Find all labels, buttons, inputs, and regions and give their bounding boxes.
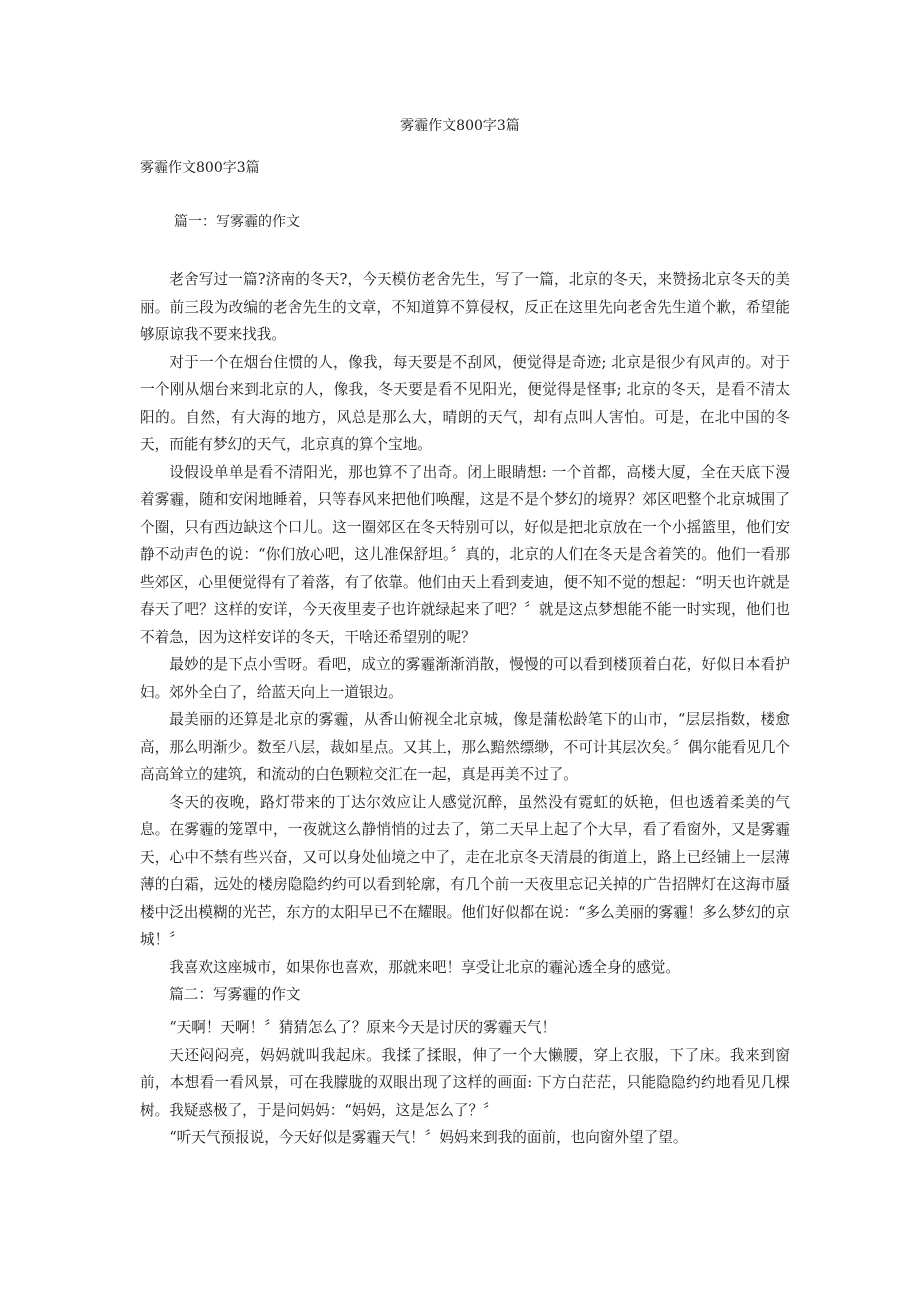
document-title: 雾霾作文800字3篇 [400,118,520,134]
document-subtitle: 雾霾作文800字3篇 [140,160,260,176]
paragraph: “天啊！天啊！〞猜猜怎么了？原来今天是讨厌的雾霾天气！ [169,1019,557,1036]
paragraph: 最妙的是下点小雪呀。看吧，成立的雾霾渐渐消散，慢慢的可以看到楼顶着白花，好似日本看护妇。郊外全白了，给蓝天向上一道银边。 [140,656,790,701]
paragraph: 我喜欢这座城市，如果你也喜欢，那就来吧！享受让北京的霾沁透全身的感觉。 [169,958,680,976]
section-1-body [140,266,790,1009]
paragraph: 最美丽的还算是北京的雾霾，从香山俯视全北京城，像是蒲松龄笔下的山市，“层层指数，楼愈高，那么明渐少。数至八层，裁如星点。又其上，那么黯然缥缈，不可计其层次矣。〞偶尔能看见几个高高耸立的建筑，和流动的白色颗粒交汇在一起，真是再美不过了。 [140,711,790,783]
paragraph: “听天气预报说，今天好似是雾霾天气！〞妈妈来到我的面前，也向窗外望了望。 [169,1129,688,1146]
paragraph: 对于一个在烟台住惯的人，像我，每天要是不刮风，便觉得是奇迹; 北京是很少有风声的。对于一个刚从烟台来到北京的人，像我，冬天要是看不见阳光，便觉得是怪事; 北京的冬天，是看不清太阳的。自然，有大海的地方，风总是那么大，晴朗的天气，却有点叫人害怕。可是，在北中国的冬天，而能有梦幻的天气，北京真的算个宝地。 [140,353,790,453]
paragraph: 老舍写过一篇?济南的冬天?，今天模仿老舍先生，写了一篇，北京的冬天，来赞扬北京冬天的美丽。前三段为改编的老舍先生的文章，不知道算不算侵权，反正在这里先向老舍先生道个歉，希望能够原谅我不要来找我。 [140,271,790,343]
paragraph: 天还闷闷亮，妈妈就叫我起床。我揉了揉眼，伸了一个大懒腰，穿上衣服，下了床。我来到窗前，本想看一看风景，可在我朦胧的双眼出现了这样的画面: 下方白茫茫，只能隐隐约约地看见几棵树。我疑惑极了，于是问妈妈：“妈妈，这是怎么了？〞 [140,1046,790,1119]
section-heading-2: 篇二：写雾霾的作文 [169,986,301,1003]
paragraph: 冬天的夜晚，路灯带来的丁达尔效应让人感觉沉醉，虽然没有霓虹的妖艳，但也透着柔美的气息。在雾霾的笼罩中，一夜就这么静悄悄的过去了，第二天早上起了个大早，看了看窗外，又是雾霾天，心中不禁有些兴奋，又可以身处仙境之中了，走在北京冬天清晨的街道上，路上已经铺上一层薄薄的白霜，远处的楼房隐隐约约可以看到轮廓，有几个前一天夜里忘记关掉的广告招牌灯在这海市蜃楼中泛出模糊的光芒，东方的太阳早已不在耀眼。他们好似都在说：“多么美丽的雾霾！多么梦幻的京城！〞 [140,793,790,948]
section-heading-1: 篇一：写雾霾的作文 [174,214,300,230]
paragraph: 设假设单单是看不清阳光，那也算不了出奇。闭上眼睛想: 一个首都，高楼大厦，全在天底下漫着雾霾，随和安闲地睡着，只等春风来把他们唤醒，这是不是个梦幻的境界？郊区吧整个北京城围了个圈，只有西边缺这个口儿。这一圈郊区在冬天特别可以，好似是把北京放在一个小摇篮里，他们安静不动声色的说：“你们放心吧，这儿准保舒坦。〞真的，北京的人们在冬天是含着笑的。他们一看那些郊区，心里便觉得有了着落，有了依靠。他们由天上看到麦迪，便不知不觉的想起：“明天也许就是春天了吧？这样的安详，今天夜里麦子也许就绿起来了吧？〞就是这点梦想能不能一时实现，他们也不着急，因为这样安详的冬天，干啥还希望别的呢？ [140,463,790,646]
section-2-body [140,1014,790,1152]
